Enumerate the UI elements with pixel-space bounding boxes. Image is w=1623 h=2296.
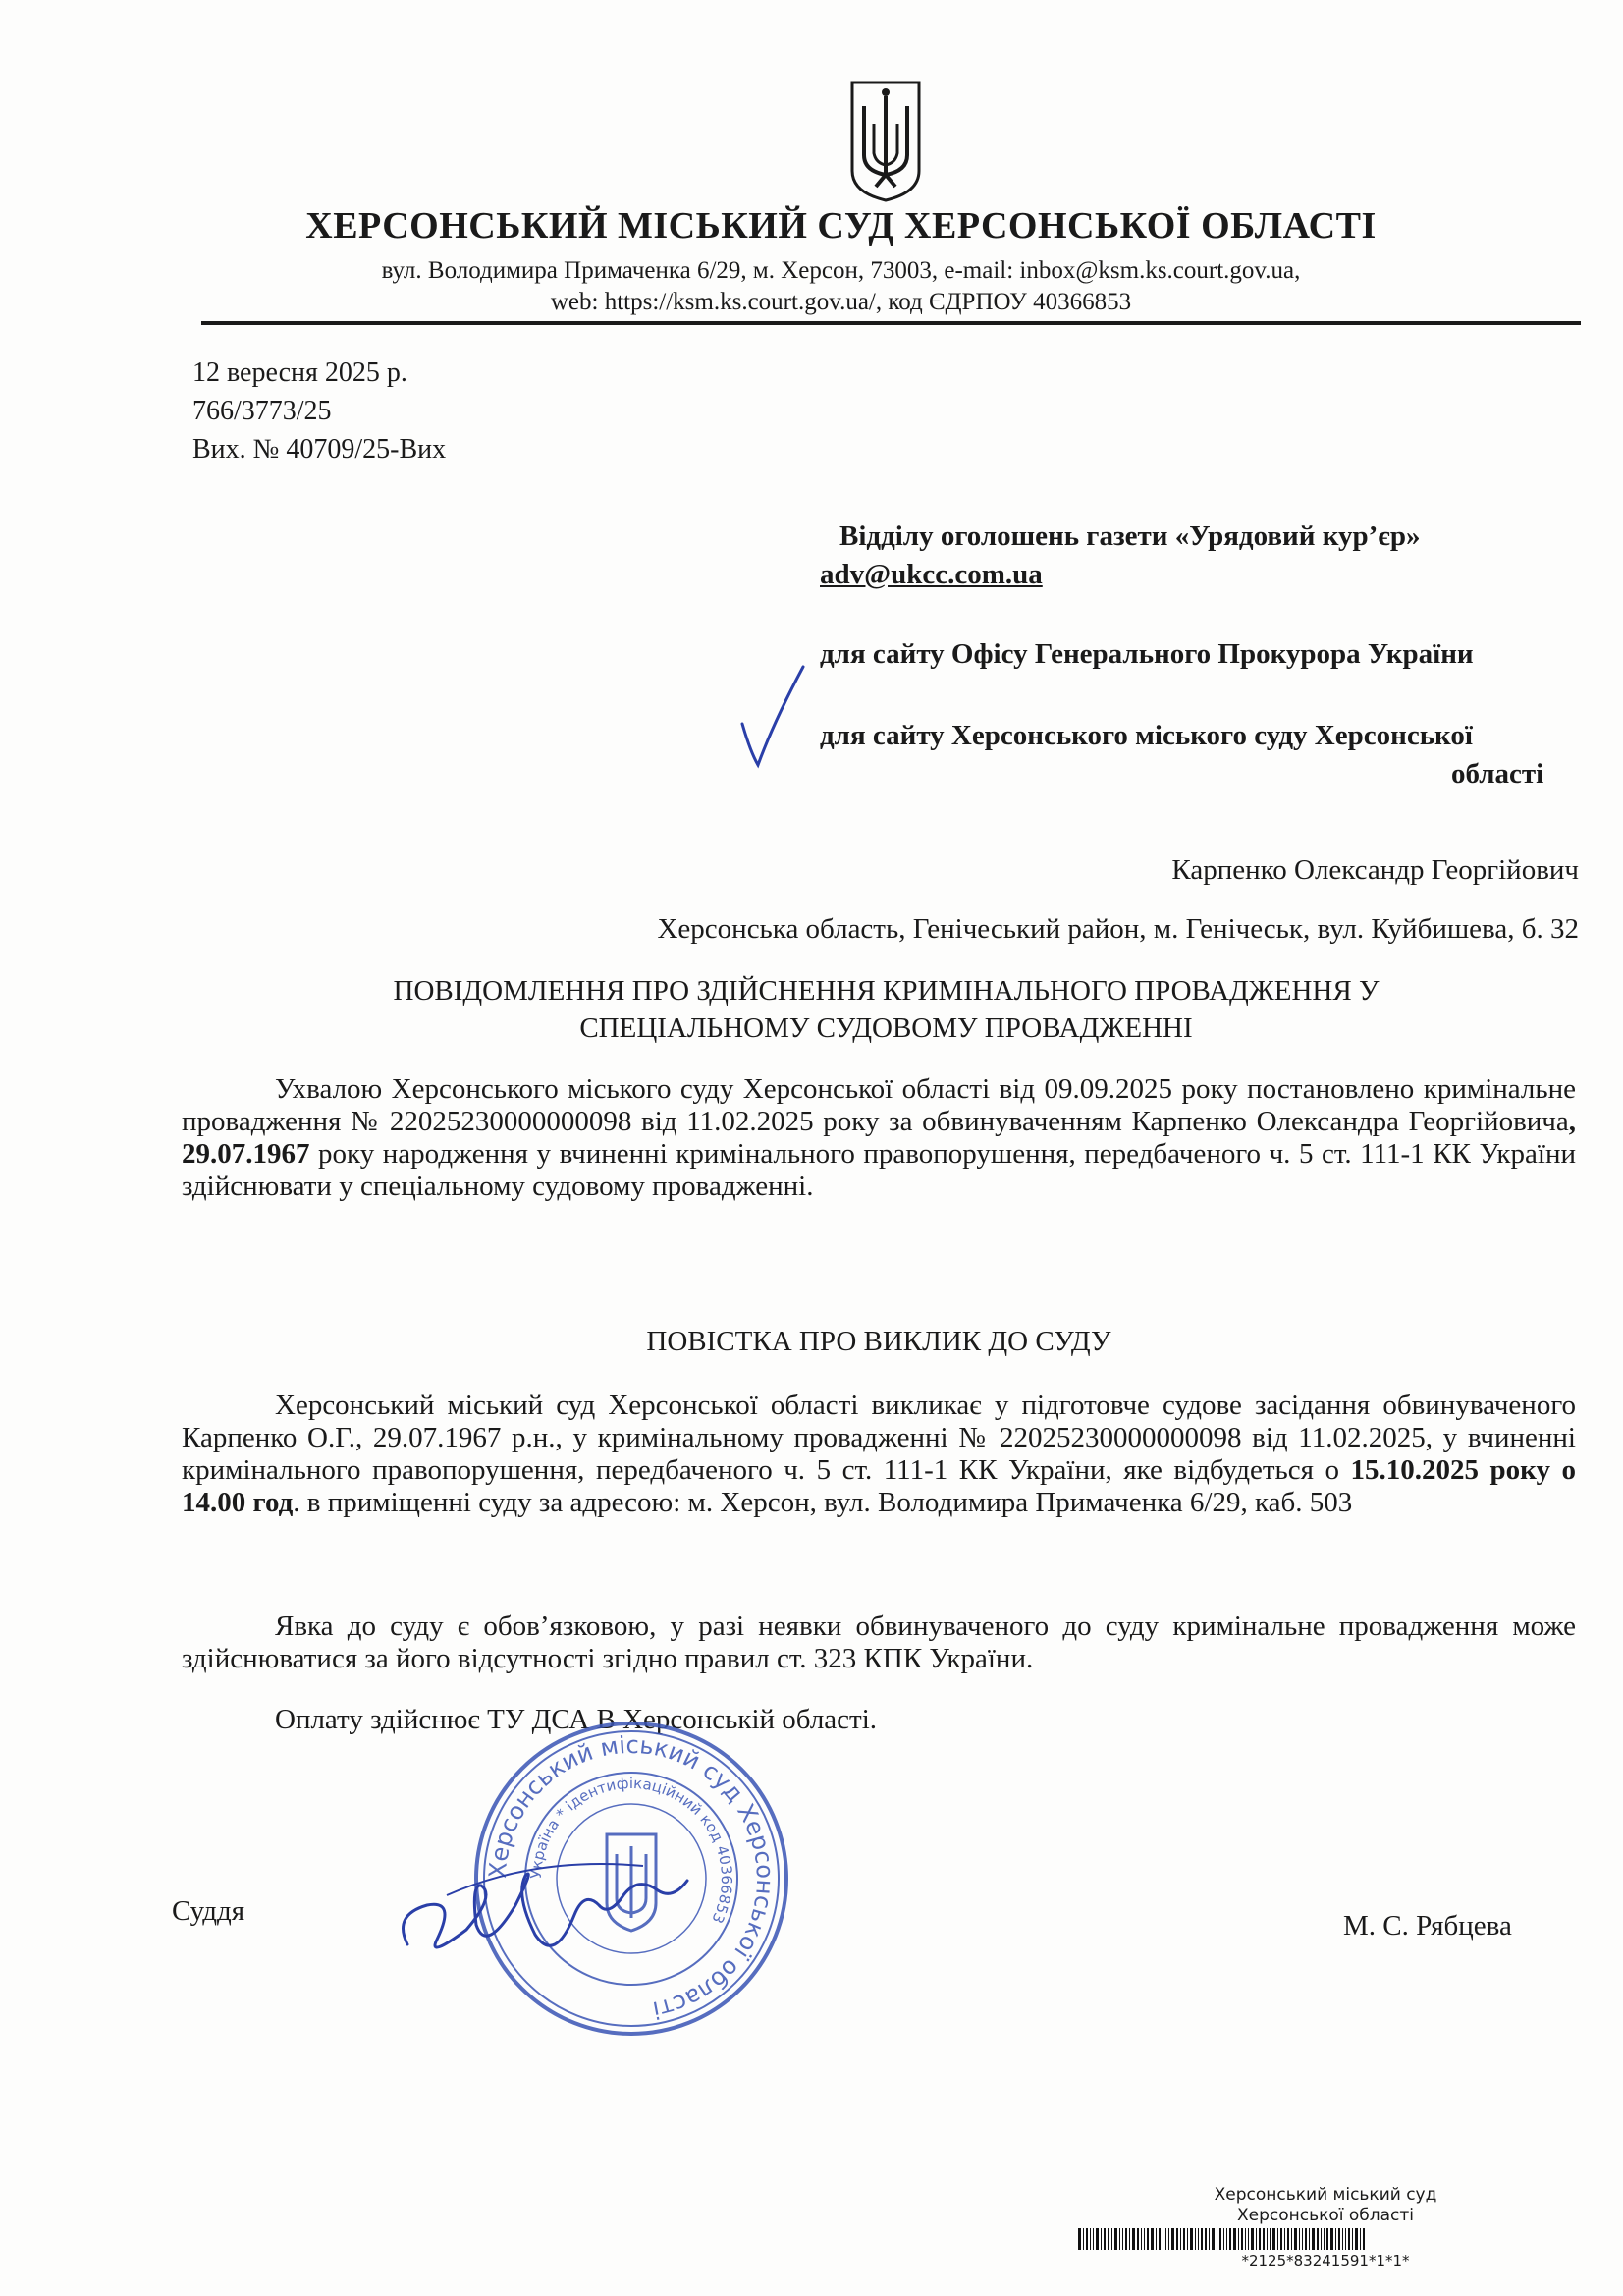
summons-text-part1: Херсонський міський суд Херсонської області викликає у підготовче судове засідання обвинуваченого Карпенко О.Г., 29.07.1967 р.н., у кримінальному провадженні № 22025230000000098 від 11.02.2025, у вчиненні кримінального правопорушення, передбаченого ч. 5 ст. 111-1 КК України, яке відбудеться о — [182, 1390, 1576, 1486]
barcode-bar — [1195, 2228, 1196, 2250]
barcode-bar — [1125, 2228, 1127, 2250]
barcode-bar — [1263, 2228, 1265, 2250]
addressee-name: Карпенко Олександр Георгійович — [1171, 854, 1579, 886]
notice-title-line2: СПЕЦІАЛЬНОМУ СУДОВОМУ ПРОВАДЖЕННІ — [579, 1012, 1193, 1044]
barcode-bar — [1317, 2228, 1319, 2250]
barcode-bar — [1168, 2228, 1169, 2250]
barcode-bar — [1144, 2228, 1145, 2250]
barcode-bar — [1212, 2228, 1215, 2250]
barcode-bar — [1272, 2228, 1275, 2250]
judge-label: Суддя — [172, 1895, 245, 1927]
barcode-bar — [1086, 2228, 1088, 2250]
barcode-bar — [1309, 2228, 1310, 2250]
document-date: 12 вересня 2025 р. — [192, 357, 407, 388]
barcode-bar — [1119, 2228, 1120, 2250]
notice-title — [255, 972, 1517, 1047]
court-address-line1: вул. Володимира Примаченка 6/29, м. Херсон, 73003, e-mail: inbox@ksm.ks.court.gov.ua, — [381, 257, 1301, 284]
addressee-address: Херсонська область, Генічеський район, м. Генічеськ, вул. Куйбишева, б. 32 — [657, 913, 1579, 945]
barcode-bar — [1251, 2228, 1254, 2250]
coat-of-arms-icon — [846, 77, 925, 204]
notice-birthdate: , 29.07.1967 — [182, 1106, 1576, 1170]
barcode-bar — [1108, 2228, 1109, 2250]
barcode-bar — [1338, 2228, 1340, 2250]
barcode-bar — [1198, 2228, 1199, 2250]
barcode-bar — [1078, 2228, 1081, 2250]
barcode-bar — [1083, 2228, 1084, 2250]
barcode-bar — [1183, 2228, 1185, 2250]
barcode-bar — [1335, 2228, 1336, 2250]
barcode-bar — [1312, 2228, 1315, 2250]
barcode-bar — [1165, 2228, 1166, 2250]
checkmark-icon — [738, 663, 807, 771]
barcode-bar — [1321, 2228, 1322, 2250]
barcode-bar — [1342, 2228, 1343, 2250]
barcode-bar — [1277, 2228, 1278, 2250]
barcode-bar — [1238, 2228, 1239, 2250]
barcode-bar — [1226, 2228, 1227, 2250]
barcode-bar — [1159, 2228, 1161, 2250]
barcode-bar — [1129, 2228, 1130, 2250]
barcode-bar — [1330, 2228, 1333, 2250]
seal-inner-text: Україна * ідентифікаційний код 40366853 — [526, 1774, 736, 1927]
notice-text-part2: року народження у вчиненні кримінального правопорушення, передбаченого ч. 5 ст. 111-1 КК України здійснювати у спеціальному судовому провадженні. — [182, 1138, 1576, 1202]
summons-paragraph — [182, 1390, 1576, 1519]
outgoing-number: Вих. № 40709/25-Вих — [192, 434, 447, 465]
barcode-bar — [1151, 2228, 1154, 2250]
barcode-bar — [1137, 2228, 1139, 2250]
barcode-bar — [1324, 2228, 1325, 2250]
court-address — [0, 255, 1623, 318]
barcode-bar — [1090, 2228, 1091, 2250]
case-number: 766/3773/25 — [192, 396, 332, 426]
barcode-bar — [1291, 2228, 1292, 2250]
barcode-bar — [1156, 2228, 1157, 2250]
barcode-bar — [1122, 2228, 1123, 2250]
barcode-bar — [1233, 2228, 1236, 2250]
barcode-bar — [1355, 2228, 1358, 2250]
barcode-bar — [1141, 2228, 1142, 2250]
barcode-bar — [1176, 2228, 1178, 2250]
document-meta — [192, 354, 446, 468]
barcode-bar — [1241, 2228, 1243, 2250]
attendance-text: Явка до суду є обов’язковою, у разі неявки обвинуваченого до суду кримінальне провадження може здійснюватися за його відсутності згідно правил ст. 323 КПК України. — [182, 1611, 1576, 1674]
barcode-bar — [1280, 2228, 1282, 2250]
barcode-bar — [1187, 2228, 1188, 2250]
court-name: ХЕРСОНСЬКИЙ МІСЬКИЙ СУД ХЕРСОНСЬКОЇ ОБЛАСТІ — [305, 205, 1377, 246]
barcode-bar — [1229, 2228, 1231, 2250]
payment-note: Оплату здійснює ТУ ДСА В Херсонській області. — [275, 1704, 878, 1735]
recipient-prosecutor-site: для сайту Офісу Генерального Прокурора України — [820, 638, 1474, 670]
recipient-newspaper-email[interactable]: adv@ukcc.com.ua — [820, 559, 1043, 590]
court-address-line2: web: https://ksm.ks.court.gov.ua/, код ЄДРПОУ 40366853 — [550, 289, 1132, 315]
barcode-bar — [1223, 2228, 1224, 2250]
barcode-bar — [1111, 2228, 1112, 2250]
barcode-bar — [1132, 2228, 1135, 2250]
barcode-bar — [1114, 2228, 1117, 2250]
barcode-bar — [1345, 2228, 1346, 2250]
barcode-bar — [1259, 2228, 1261, 2250]
barcode-bar — [1245, 2228, 1246, 2250]
summons-title: ПОВІСТКА ПРО ВИКЛИК ДО СУДУ — [646, 1326, 1111, 1357]
barcode-bar — [1360, 2228, 1361, 2250]
barcode-bar — [1219, 2228, 1221, 2250]
barcode-bar — [1287, 2228, 1289, 2250]
barcode-bar — [1205, 2228, 1207, 2250]
barcode-code: *2125*83241591*1*1* — [1241, 2252, 1410, 2269]
barcode-bar — [1209, 2228, 1210, 2250]
barcode-bar — [1256, 2228, 1257, 2250]
barcode-bar — [1093, 2228, 1094, 2250]
barcode-bar — [1201, 2228, 1203, 2250]
registration-footer — [1070, 2185, 1581, 2271]
barcode-bar — [1284, 2228, 1285, 2250]
barcode-bar — [1299, 2228, 1300, 2250]
footer-line1: Херсонський міський суд — [1214, 2185, 1437, 2205]
barcode-bar — [1270, 2228, 1271, 2250]
seal-outer-text: Херсонський міський суд Херсонської області — [483, 1730, 780, 2024]
attendance-paragraph — [182, 1611, 1576, 1675]
barcode-bar — [1305, 2228, 1307, 2250]
notice-paragraph — [182, 1073, 1576, 1203]
barcode-bar — [1190, 2228, 1193, 2250]
barcode-bar — [1104, 2228, 1106, 2250]
footer-line2: Херсонської області — [1236, 2206, 1415, 2225]
barcode-bar — [1147, 2228, 1149, 2250]
notice-text-part1: Ухвалою Херсонського міського суду Херсонської області від 09.09.2025 року постановлено кримінальне провадження № 22025230000000098 від 11.02.2025 року за обвинуваченням Карпенко Олександра Георгійовича — [182, 1073, 1576, 1137]
barcode-bar — [1248, 2228, 1249, 2250]
barcode-bar — [1294, 2228, 1297, 2250]
barcode-bar — [1171, 2228, 1174, 2250]
notice-title-line1: ПОВІДОМЛЕННЯ ПРО ЗДІЙСНЕННЯ КРИМІНАЛЬНОГО ПРОВАДЖЕННЯ У — [393, 975, 1380, 1007]
barcode-bar — [1326, 2228, 1328, 2250]
header-divider — [201, 321, 1581, 325]
hearing-datetime: 15.10.2025 року о 14.00 год — [182, 1454, 1576, 1518]
barcode-bar — [1101, 2228, 1102, 2250]
barcode-bar — [1348, 2228, 1350, 2250]
judge-signature — [388, 1836, 702, 1974]
barcode-bar — [1267, 2228, 1268, 2250]
summons-text-part2: . в приміщенні суду за адресою: м. Херсон, вул. Володимира Примаченка 6/29, каб. 503 — [293, 1487, 1353, 1518]
recipient-court-site: для сайту Херсонського міського суду Херсонської — [820, 720, 1473, 751]
barcode-bar — [1302, 2228, 1303, 2250]
judge-name: М. С. Рябцева — [1343, 1910, 1512, 1941]
barcode-bar — [1363, 2228, 1365, 2250]
barcode-bar — [1096, 2228, 1099, 2250]
barcode-bar — [1180, 2228, 1181, 2250]
barcode-bar — [1352, 2228, 1353, 2250]
recipient-newspaper: Відділу оголошень газети «Урядовий кур’єр» — [839, 520, 1421, 552]
barcode — [1078, 2228, 1581, 2250]
recipient-court-site-cont: області — [1451, 758, 1544, 790]
